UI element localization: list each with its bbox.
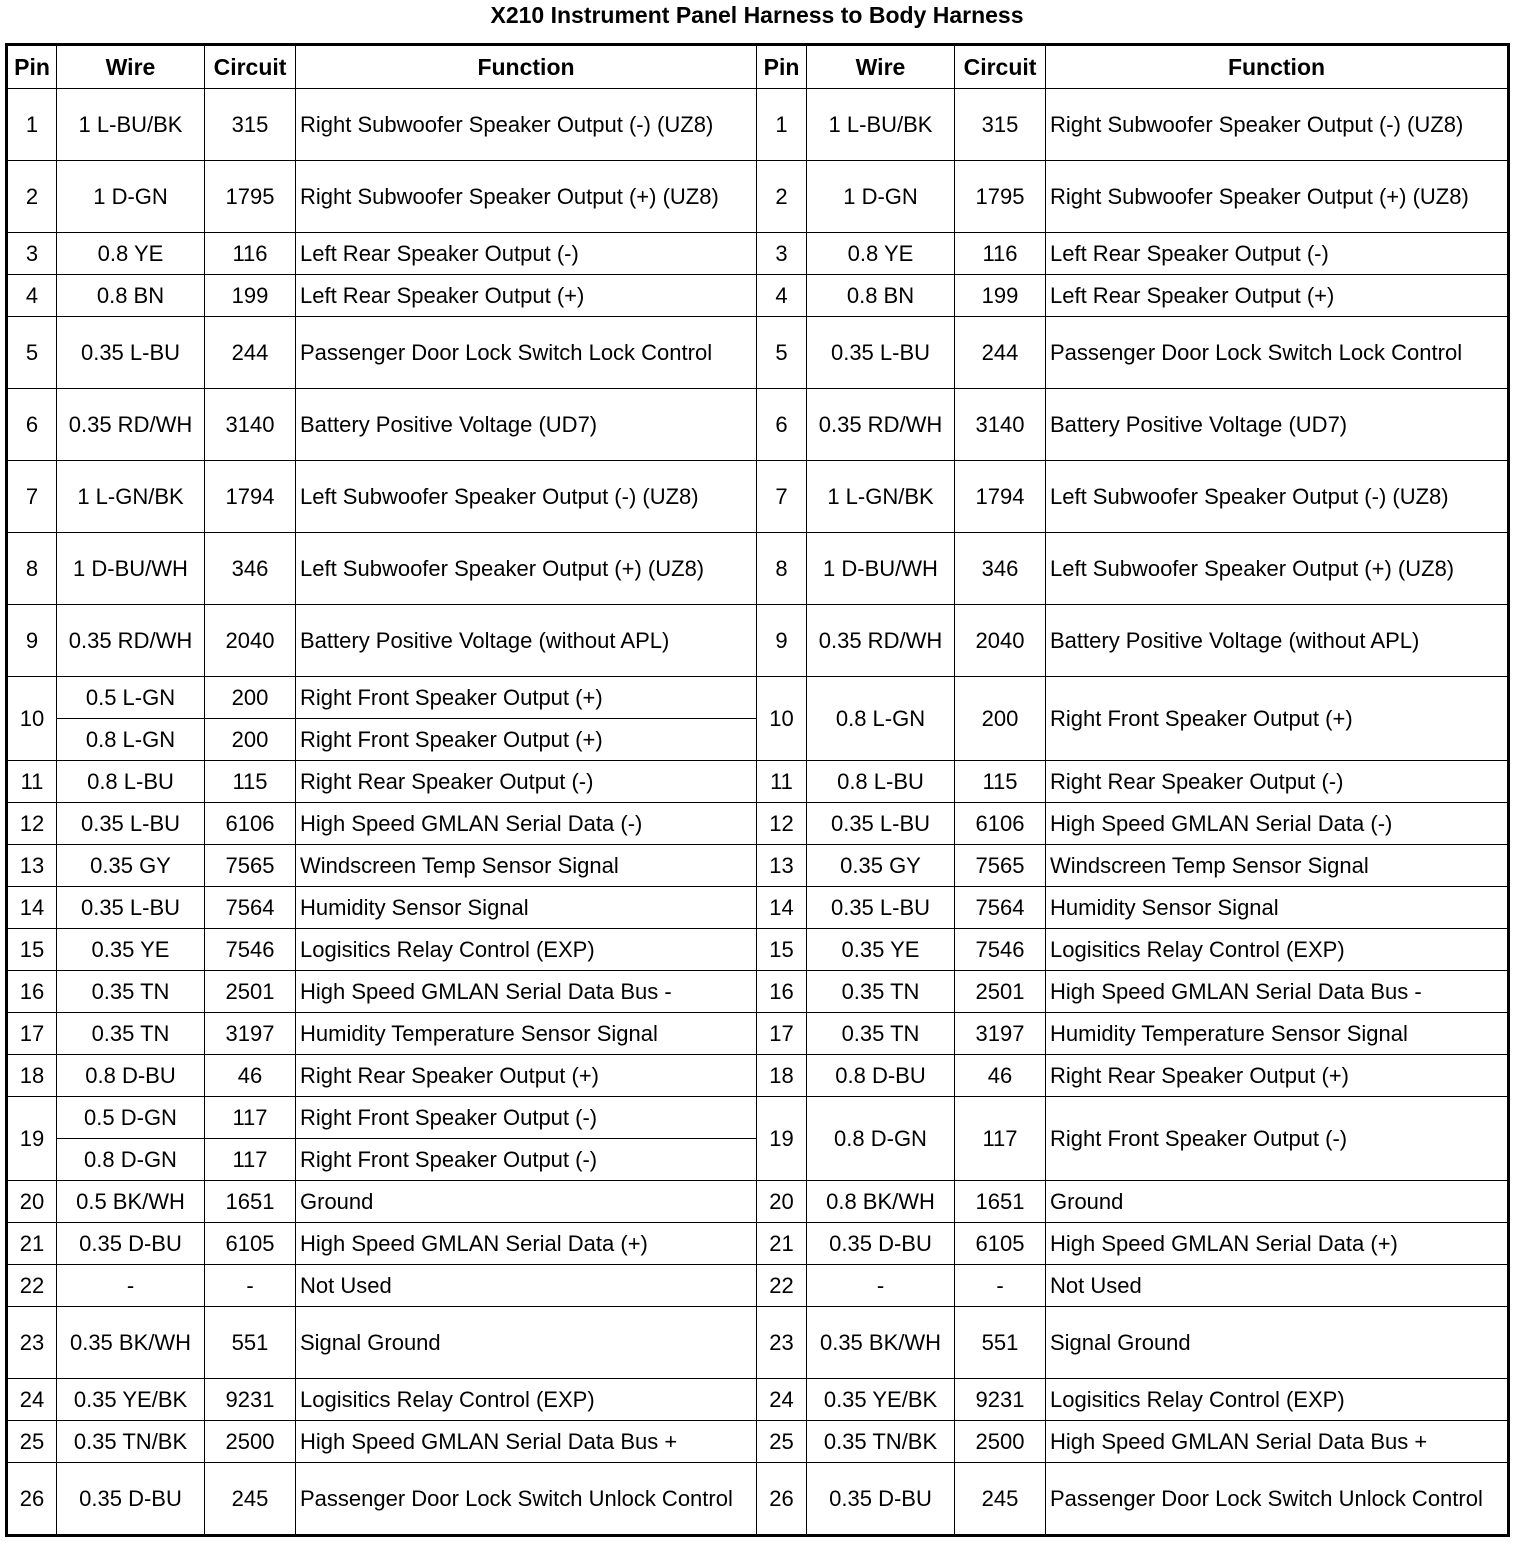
function-cell: Right Front Speaker Output (-) xyxy=(1046,1097,1509,1181)
table-row xyxy=(7,971,1509,1013)
wire-cell: 0.8 D-GN xyxy=(57,1139,205,1181)
table-row xyxy=(7,1223,1509,1265)
pin-cell: 25 xyxy=(757,1421,807,1463)
function-cell: Humidity Temperature Sensor Signal xyxy=(1046,1013,1509,1055)
wire-cell: 0.35 BK/WH xyxy=(807,1307,955,1379)
function-cell: Ground xyxy=(296,1181,757,1223)
pin-cell: 14 xyxy=(757,887,807,929)
function-cell: Right Subwoofer Speaker Output (-) (UZ8) xyxy=(1046,89,1509,161)
pin-cell: 22 xyxy=(757,1265,807,1307)
wire-cell: 0.5 D-GN xyxy=(57,1097,205,1139)
pin-cell: 25 xyxy=(7,1421,57,1463)
wire-cell: 0.35 TN/BK xyxy=(57,1421,205,1463)
function-cell: Logisitics Relay Control (EXP) xyxy=(296,929,757,971)
function-cell: Passenger Door Lock Switch Unlock Control xyxy=(1046,1463,1509,1536)
pin-cell: 1 xyxy=(7,89,57,161)
function-cell: Passenger Door Lock Switch Unlock Control xyxy=(296,1463,757,1536)
circuit-cell: 7546 xyxy=(955,929,1046,971)
wire-cell: 0.35 RD/WH xyxy=(57,605,205,677)
circuit-cell: 346 xyxy=(955,533,1046,605)
pin-cell: 5 xyxy=(7,317,57,389)
pin-cell: 15 xyxy=(757,929,807,971)
circuit-cell: 117 xyxy=(205,1139,296,1181)
circuit-cell: 116 xyxy=(205,233,296,275)
table-row xyxy=(7,1097,1509,1139)
function-cell: Left Rear Speaker Output (-) xyxy=(296,233,757,275)
pin-cell: 12 xyxy=(757,803,807,845)
circuit-cell: 1651 xyxy=(205,1181,296,1223)
wire-cell: 0.35 L-BU xyxy=(807,317,955,389)
function-cell: Left Subwoofer Speaker Output (-) (UZ8) xyxy=(296,461,757,533)
function-cell: Right Front Speaker Output (+) xyxy=(296,677,757,719)
wire-cell: 0.8 YE xyxy=(807,233,955,275)
circuit-cell: 116 xyxy=(955,233,1046,275)
function-cell: Left Rear Speaker Output (+) xyxy=(296,275,757,317)
circuit-cell: 245 xyxy=(205,1463,296,1536)
pin-cell: 20 xyxy=(757,1181,807,1223)
circuit-cell: 1651 xyxy=(955,1181,1046,1223)
circuit-cell: - xyxy=(205,1265,296,1307)
pin-cell: 16 xyxy=(7,971,57,1013)
pin-cell: 3 xyxy=(757,233,807,275)
function-cell: Logisitics Relay Control (EXP) xyxy=(1046,1379,1509,1421)
pin-cell: 2 xyxy=(757,161,807,233)
table-row xyxy=(7,275,1509,317)
wire-cell: 0.35 L-BU xyxy=(57,887,205,929)
circuit-cell: 3197 xyxy=(955,1013,1046,1055)
function-cell: Right Rear Speaker Output (+) xyxy=(1046,1055,1509,1097)
circuit-cell: 315 xyxy=(205,89,296,161)
circuit-cell: 6105 xyxy=(955,1223,1046,1265)
function-cell: High Speed GMLAN Serial Data Bus - xyxy=(296,971,757,1013)
circuit-cell: 2501 xyxy=(205,971,296,1013)
function-cell: Signal Ground xyxy=(296,1307,757,1379)
wire-cell: - xyxy=(57,1265,205,1307)
circuit-cell: - xyxy=(955,1265,1046,1307)
pin-cell: 8 xyxy=(7,533,57,605)
circuit-cell: 551 xyxy=(955,1307,1046,1379)
circuit-cell: 244 xyxy=(205,317,296,389)
function-cell: Right Rear Speaker Output (-) xyxy=(296,761,757,803)
circuit-cell: 115 xyxy=(955,761,1046,803)
function-cell: Right Subwoofer Speaker Output (+) (UZ8) xyxy=(1046,161,1509,233)
pin-cell: 6 xyxy=(757,389,807,461)
circuit-cell: 117 xyxy=(955,1097,1046,1181)
wire-cell: 1 L-GN/BK xyxy=(57,461,205,533)
wire-cell: 0.35 YE/BK xyxy=(57,1379,205,1421)
pin-cell: 21 xyxy=(7,1223,57,1265)
pin-cell: 17 xyxy=(7,1013,57,1055)
function-cell: Passenger Door Lock Switch Lock Control xyxy=(296,317,757,389)
function-cell: Left Rear Speaker Output (-) xyxy=(1046,233,1509,275)
function-cell: Left Subwoofer Speaker Output (-) (UZ8) xyxy=(1046,461,1509,533)
circuit-cell: 2040 xyxy=(205,605,296,677)
pinout-table xyxy=(5,43,1510,1537)
circuit-cell: 7564 xyxy=(955,887,1046,929)
circuit-cell: 1794 xyxy=(955,461,1046,533)
wire-cell: 0.8 BK/WH xyxy=(807,1181,955,1223)
wire-cell: 0.35 TN xyxy=(57,1013,205,1055)
pin-cell: 19 xyxy=(7,1097,57,1181)
pin-cell: 12 xyxy=(7,803,57,845)
table-row xyxy=(7,1013,1509,1055)
wire-cell: 0.35 TN/BK xyxy=(807,1421,955,1463)
table-row xyxy=(7,161,1509,233)
wire-cell: 0.35 D-BU xyxy=(57,1463,205,1536)
circuit-cell: 46 xyxy=(955,1055,1046,1097)
table-row xyxy=(7,845,1509,887)
circuit-cell: 200 xyxy=(955,677,1046,761)
table-row xyxy=(7,1421,1509,1463)
circuit-cell: 7565 xyxy=(205,845,296,887)
function-cell: High Speed GMLAN Serial Data (+) xyxy=(1046,1223,1509,1265)
table-row xyxy=(7,533,1509,605)
circuit-cell: 9231 xyxy=(955,1379,1046,1421)
wire-cell: 0.35 D-BU xyxy=(807,1463,955,1536)
circuit-cell: 1795 xyxy=(955,161,1046,233)
pin-cell: 18 xyxy=(7,1055,57,1097)
function-cell: Right Rear Speaker Output (-) xyxy=(1046,761,1509,803)
table-row xyxy=(7,233,1509,275)
table-row xyxy=(7,1265,1509,1307)
function-cell: Right Front Speaker Output (+) xyxy=(296,719,757,761)
circuit-cell: 1794 xyxy=(205,461,296,533)
pin-cell: 19 xyxy=(757,1097,807,1181)
circuit-cell: 7564 xyxy=(205,887,296,929)
pin-cell: 18 xyxy=(757,1055,807,1097)
col-header-pin: Pin xyxy=(7,45,57,89)
pin-cell: 6 xyxy=(7,389,57,461)
wire-cell: 0.35 RD/WH xyxy=(807,389,955,461)
function-cell: Right Front Speaker Output (-) xyxy=(296,1139,757,1181)
table-row xyxy=(7,677,1509,719)
pin-cell: 13 xyxy=(757,845,807,887)
wire-cell: 0.8 L-BU xyxy=(807,761,955,803)
function-cell: Right Subwoofer Speaker Output (+) (UZ8) xyxy=(296,161,757,233)
table-row xyxy=(7,317,1509,389)
function-cell: Right Subwoofer Speaker Output (-) (UZ8) xyxy=(296,89,757,161)
function-cell: Windscreen Temp Sensor Signal xyxy=(296,845,757,887)
pin-cell: 26 xyxy=(757,1463,807,1536)
wire-cell: 0.35 L-BU xyxy=(807,803,955,845)
function-cell: Signal Ground xyxy=(1046,1307,1509,1379)
wire-cell: 1 L-GN/BK xyxy=(807,461,955,533)
function-cell: Logisitics Relay Control (EXP) xyxy=(296,1379,757,1421)
function-cell: Battery Positive Voltage (UD7) xyxy=(1046,389,1509,461)
function-cell: Not Used xyxy=(1046,1265,1509,1307)
wire-cell: 1 D-GN xyxy=(57,161,205,233)
circuit-cell: 2500 xyxy=(205,1421,296,1463)
wire-cell: 0.8 BN xyxy=(57,275,205,317)
circuit-cell: 315 xyxy=(955,89,1046,161)
wire-cell: 0.35 GY xyxy=(57,845,205,887)
function-cell: Humidity Sensor Signal xyxy=(296,887,757,929)
col-header-wire: Wire xyxy=(57,45,205,89)
wire-cell: 0.35 L-BU xyxy=(57,803,205,845)
function-cell: High Speed GMLAN Serial Data Bus + xyxy=(1046,1421,1509,1463)
pin-cell: 5 xyxy=(757,317,807,389)
circuit-cell: 7546 xyxy=(205,929,296,971)
function-cell: High Speed GMLAN Serial Data (-) xyxy=(296,803,757,845)
wire-cell: 0.35 YE xyxy=(807,929,955,971)
pin-cell: 23 xyxy=(757,1307,807,1379)
pin-cell: 16 xyxy=(757,971,807,1013)
wire-cell: 0.35 L-BU xyxy=(57,317,205,389)
wire-cell: 1 D-BU/WH xyxy=(807,533,955,605)
circuit-cell: 117 xyxy=(205,1097,296,1139)
function-cell: Humidity Temperature Sensor Signal xyxy=(296,1013,757,1055)
table-row xyxy=(7,1181,1509,1223)
function-cell: Logisitics Relay Control (EXP) xyxy=(1046,929,1509,971)
function-cell: Right Front Speaker Output (-) xyxy=(296,1097,757,1139)
function-cell: High Speed GMLAN Serial Data (+) xyxy=(296,1223,757,1265)
pin-cell: 8 xyxy=(757,533,807,605)
circuit-cell: 6105 xyxy=(205,1223,296,1265)
pin-cell: 11 xyxy=(757,761,807,803)
header-row xyxy=(7,45,1509,89)
function-cell: High Speed GMLAN Serial Data Bus + xyxy=(296,1421,757,1463)
circuit-cell: 1795 xyxy=(205,161,296,233)
col-header-pin: Pin xyxy=(757,45,807,89)
function-cell: Left Rear Speaker Output (+) xyxy=(1046,275,1509,317)
table-row xyxy=(7,1055,1509,1097)
pin-cell: 9 xyxy=(757,605,807,677)
table-row xyxy=(7,89,1509,161)
circuit-cell: 3140 xyxy=(955,389,1046,461)
pin-cell: 1 xyxy=(757,89,807,161)
circuit-cell: 3140 xyxy=(205,389,296,461)
wire-cell: 1 L-BU/BK xyxy=(57,89,205,161)
function-cell: Humidity Sensor Signal xyxy=(1046,887,1509,929)
pin-cell: 14 xyxy=(7,887,57,929)
wire-cell: 0.8 D-BU xyxy=(807,1055,955,1097)
circuit-cell: 6106 xyxy=(955,803,1046,845)
col-header-wire: Wire xyxy=(807,45,955,89)
function-cell: Battery Positive Voltage (UD7) xyxy=(296,389,757,461)
function-cell: Windscreen Temp Sensor Signal xyxy=(1046,845,1509,887)
wire-cell: 1 D-BU/WH xyxy=(57,533,205,605)
wire-cell: 0.35 TN xyxy=(57,971,205,1013)
wire-cell: 0.35 L-BU xyxy=(807,887,955,929)
wire-cell: 0.35 YE xyxy=(57,929,205,971)
pin-cell: 9 xyxy=(7,605,57,677)
table-row xyxy=(7,1307,1509,1379)
wire-cell: 0.8 L-BU xyxy=(57,761,205,803)
wire-cell: 0.8 YE xyxy=(57,233,205,275)
circuit-cell: 2500 xyxy=(955,1421,1046,1463)
pin-cell: 26 xyxy=(7,1463,57,1536)
function-cell: Battery Positive Voltage (without APL) xyxy=(296,605,757,677)
circuit-cell: 6106 xyxy=(205,803,296,845)
wire-cell: 0.35 RD/WH xyxy=(57,389,205,461)
function-cell: High Speed GMLAN Serial Data Bus - xyxy=(1046,971,1509,1013)
circuit-cell: 3197 xyxy=(205,1013,296,1055)
table-row xyxy=(7,887,1509,929)
col-header-circuit: Circuit xyxy=(205,45,296,89)
pin-cell: 2 xyxy=(7,161,57,233)
table-row xyxy=(7,761,1509,803)
circuit-cell: 2501 xyxy=(955,971,1046,1013)
circuit-cell: 199 xyxy=(955,275,1046,317)
function-cell: Left Subwoofer Speaker Output (+) (UZ8) xyxy=(296,533,757,605)
pin-cell: 13 xyxy=(7,845,57,887)
wire-cell: 0.8 D-GN xyxy=(807,1097,955,1181)
pin-cell: 11 xyxy=(7,761,57,803)
function-cell: Right Front Speaker Output (+) xyxy=(1046,677,1509,761)
pin-cell: 7 xyxy=(7,461,57,533)
circuit-cell: 244 xyxy=(955,317,1046,389)
pin-cell: 7 xyxy=(757,461,807,533)
table-body xyxy=(7,89,1509,1536)
wire-cell: 0.8 BN xyxy=(807,275,955,317)
function-cell: Not Used xyxy=(296,1265,757,1307)
circuit-cell: 2040 xyxy=(955,605,1046,677)
wire-cell: 0.35 TN xyxy=(807,971,955,1013)
function-cell: High Speed GMLAN Serial Data (-) xyxy=(1046,803,1509,845)
wire-cell: 0.35 GY xyxy=(807,845,955,887)
table-row xyxy=(7,929,1509,971)
circuit-cell: 46 xyxy=(205,1055,296,1097)
circuit-cell: 200 xyxy=(205,677,296,719)
pin-cell: 10 xyxy=(757,677,807,761)
circuit-cell: 551 xyxy=(205,1307,296,1379)
pin-cell: 17 xyxy=(757,1013,807,1055)
col-header-circuit: Circuit xyxy=(955,45,1046,89)
wire-cell: 0.35 D-BU xyxy=(57,1223,205,1265)
wire-cell: 0.35 D-BU xyxy=(807,1223,955,1265)
wire-cell: 0.5 BK/WH xyxy=(57,1181,205,1223)
table-row xyxy=(7,803,1509,845)
pin-cell: 24 xyxy=(757,1379,807,1421)
col-header-function: Function xyxy=(1046,45,1509,89)
table-row xyxy=(7,605,1509,677)
pin-cell: 23 xyxy=(7,1307,57,1379)
wire-cell: 1 L-BU/BK xyxy=(807,89,955,161)
circuit-cell: 7565 xyxy=(955,845,1046,887)
circuit-cell: 245 xyxy=(955,1463,1046,1536)
pin-cell: 4 xyxy=(757,275,807,317)
function-cell: Battery Positive Voltage (without APL) xyxy=(1046,605,1509,677)
wire-cell: 0.35 YE/BK xyxy=(807,1379,955,1421)
table-row xyxy=(7,1463,1509,1536)
table-row xyxy=(7,389,1509,461)
circuit-cell: 199 xyxy=(205,275,296,317)
wire-cell: 0.35 BK/WH xyxy=(57,1307,205,1379)
circuit-cell: 200 xyxy=(205,719,296,761)
wire-cell: 0.35 RD/WH xyxy=(807,605,955,677)
wire-cell: 0.8 D-BU xyxy=(57,1055,205,1097)
pin-cell: 10 xyxy=(7,677,57,761)
function-cell: Right Rear Speaker Output (+) xyxy=(296,1055,757,1097)
wire-cell: 0.35 TN xyxy=(807,1013,955,1055)
function-cell: Ground xyxy=(1046,1181,1509,1223)
wire-cell: 0.5 L-GN xyxy=(57,677,205,719)
wire-cell: 0.8 L-GN xyxy=(57,719,205,761)
pin-cell: 21 xyxy=(757,1223,807,1265)
wire-cell: 0.8 L-GN xyxy=(807,677,955,761)
circuit-cell: 346 xyxy=(205,533,296,605)
pin-cell: 22 xyxy=(7,1265,57,1307)
pin-cell: 24 xyxy=(7,1379,57,1421)
pin-cell: 15 xyxy=(7,929,57,971)
circuit-cell: 115 xyxy=(205,761,296,803)
pin-cell: 20 xyxy=(7,1181,57,1223)
pin-cell: 4 xyxy=(7,275,57,317)
table-title: X210 Instrument Panel Harness to Body Harness xyxy=(490,2,1024,28)
circuit-cell: 9231 xyxy=(205,1379,296,1421)
wire-cell: - xyxy=(807,1265,955,1307)
table-row xyxy=(7,461,1509,533)
function-cell: Left Subwoofer Speaker Output (+) (UZ8) xyxy=(1046,533,1509,605)
col-header-function: Function xyxy=(296,45,757,89)
wire-cell: 1 D-GN xyxy=(807,161,955,233)
pin-cell: 3 xyxy=(7,233,57,275)
table-row xyxy=(7,1379,1509,1421)
function-cell: Passenger Door Lock Switch Lock Control xyxy=(1046,317,1509,389)
